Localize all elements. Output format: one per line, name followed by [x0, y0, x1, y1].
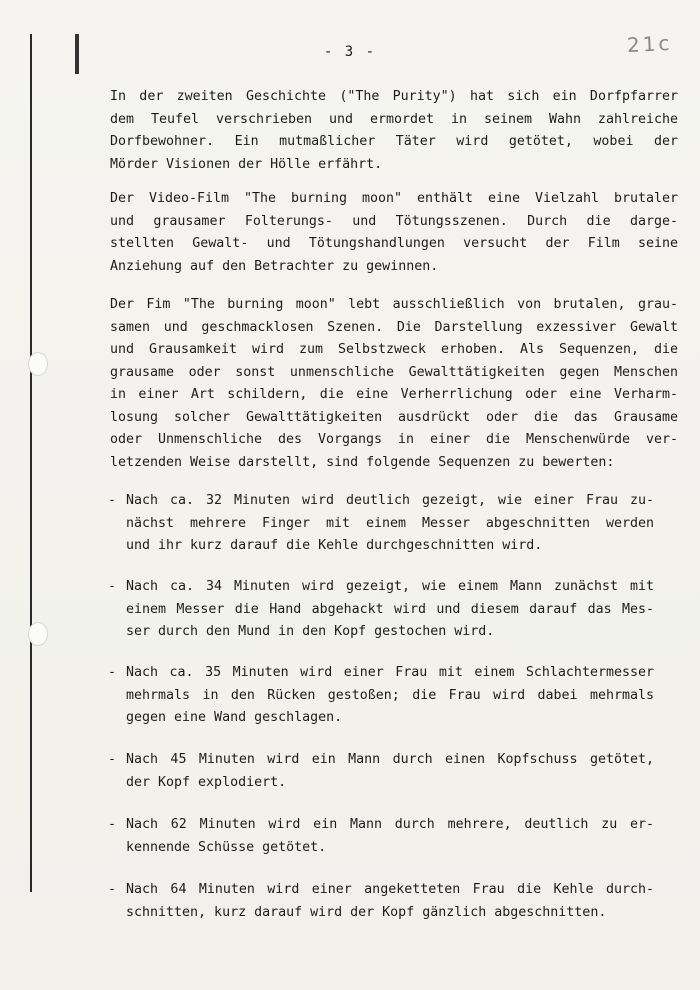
text-line: Der Fim "The burning moon" lebt ausschließlich von brutalen, grau-	[110, 297, 678, 312]
page-number: - 3 -	[323, 44, 377, 60]
text-line: nächst mehrere Finger mit einem Messer abgeschnitten werden	[126, 515, 654, 531]
archive-stamp: 21c	[626, 30, 674, 58]
list-dash: -	[108, 665, 117, 680]
list-dash: -	[108, 882, 117, 897]
text-line: ser durch den Mund in den Kopf gestochen wird.	[126, 624, 495, 639]
text-line: und grausamer Folterungs- und Tötungsszenen. Durch die darge-	[110, 213, 678, 229]
paragraph-1	[110, 86, 678, 176]
text-line: Der Video-Film "The burning moon" enthält eine Vielzahl brutaler	[110, 191, 678, 206]
text-line: Nach ca. 32 Minuten wird deutlich gezeigt, wie einer Frau zu-	[126, 493, 654, 508]
text-line: In der zweiten Geschichte ("The Purity") hat sich ein Dorfpfarrer	[110, 89, 678, 104]
paragraph-2	[110, 188, 678, 278]
text-line: losung solcher Gewalttätigkeiten ausdrückt oder die das Grausame	[110, 409, 678, 425]
text-line: Nach ca. 34 Minuten wird gezeigt, wie einem Mann zunächst mit	[126, 579, 654, 594]
punch-hole-icon	[28, 622, 48, 646]
margin-rule	[30, 34, 32, 892]
text-line: Anziehung auf den Betrachter zu gewinnen.	[110, 258, 439, 274]
text-line: Nach ca. 35 Minuten wird einer Frau mit einem Schlachtermesser	[126, 665, 654, 680]
text-line: einem Messer die Hand abgehackt wird und diesem darauf das Mes-	[126, 601, 654, 617]
list-dash: -	[108, 579, 117, 594]
text-line: kennende Schüsse getötet.	[126, 839, 327, 855]
text-line: Mörder Visionen der Hölle erfährt.	[110, 156, 383, 172]
text-line: dem Teufel verschrieben und ermordet in seinem Wahn zahlreiche	[110, 111, 678, 127]
list-dash: -	[108, 752, 117, 767]
text-line: Nach 62 Minuten wird ein Mann durch mehrere, deutlich zu er-	[126, 817, 654, 832]
text-line: gegen eine Wand geschlagen.	[126, 710, 343, 725]
list-dash: -	[108, 817, 117, 832]
text-line: und ihr kurz darauf die Kehle durchgeschnitten wird.	[126, 538, 543, 553]
text-line: der Kopf explodiert.	[126, 774, 287, 790]
text-line: in einer Art schildern, die eine Verherrlichung oder eine Verharm-	[110, 387, 678, 402]
text-line: oder Unmenschliche des Vorgangs in einer die Menschenwürde ver-	[110, 432, 678, 447]
text-line: grausame oder sonst unmenschliche Gewalttätigkeiten gegen Menschen	[110, 364, 678, 380]
text-line: letzenden Weise darstellt, sind folgende Sequenzen zu bewerten:	[110, 454, 615, 470]
paragraph-3	[110, 294, 678, 474]
punch-hole-icon	[28, 352, 48, 376]
text-line: mehrmals in den Rücken gestoßen; die Frau wird dabei mehrmals	[126, 687, 654, 703]
text-line: Nach 64 Minuten wird einer angeketteten Frau die Kehle durch-	[126, 882, 654, 897]
list-dash: -	[108, 493, 117, 508]
text-line: und Grausamkeit wird zum Selbstzweck erhoben. Als Sequenzen, die	[110, 342, 678, 357]
text-line: schnitten, kurz darauf wird der Kopf gänzlich abgeschnitten.	[126, 904, 607, 920]
text-line: Dorfbewohner. Ein mutmaßlicher Täter wird getötet, wobei der	[110, 134, 678, 149]
text-line: stellten Gewalt- und Tötungshandlungen versucht der Film seine	[110, 236, 678, 251]
text-line: Nach 45 Minuten wird ein Mann durch einen Kopfschuss getötet,	[126, 752, 654, 767]
text-line: samen und geschmacklosen Szenen. Die Darstellung exzessiver Gewalt	[110, 319, 678, 335]
